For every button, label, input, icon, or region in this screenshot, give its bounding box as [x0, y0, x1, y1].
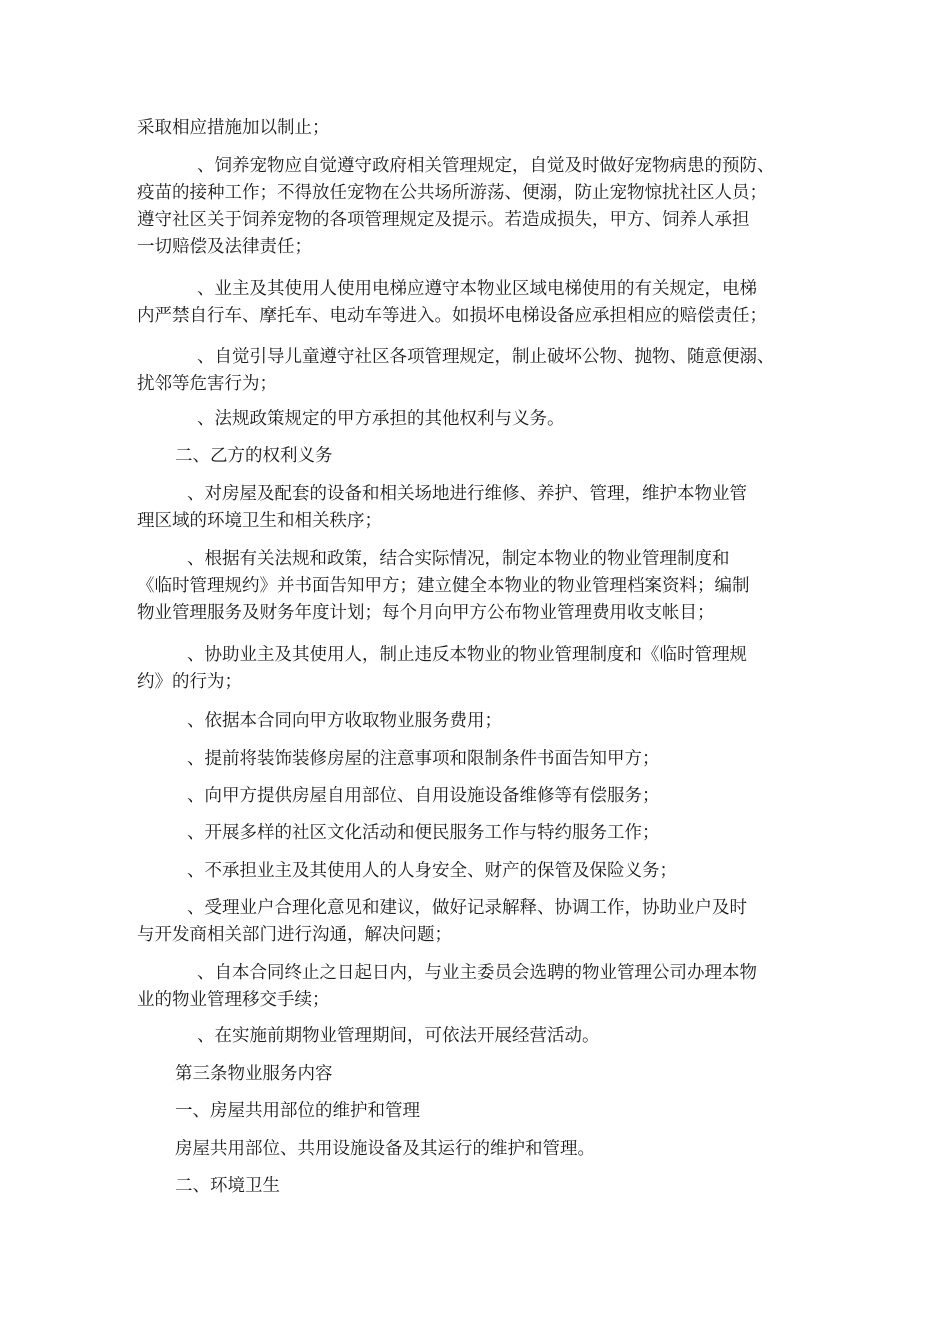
text-line: 疫苗的接种工作；不得放任宠物在公共场所游荡、便溺，防止宠物惊扰社区人员；: [137, 183, 767, 203]
paragraph-16: [197, 1023, 600, 1050]
paragraph-10: [187, 746, 660, 773]
paragraph-17: [175, 1136, 595, 1163]
text-line: 、受理业户合理化意见和建议，做好记录解释、协调工作，协助业户及时: [187, 898, 747, 918]
text-line: 二、乙方的权利义务: [175, 446, 333, 466]
text-line: 、自觉引导儿童遵守社区各项管理规定，制止破坏公物、抛物、随意便溺、: [197, 347, 775, 367]
text-line: 一、房屋共用部位的维护和管理: [175, 1101, 420, 1121]
paragraph-6: [137, 481, 747, 535]
section-heading-common-parts: [175, 1098, 420, 1125]
text-line: 物业管理服务及财务年度计划；每个月向甲方公布物业管理费用收支帐目；: [137, 603, 715, 623]
text-line: 、依据本合同向甲方收取物业服务费用；: [187, 711, 502, 731]
paragraph-9: [187, 708, 502, 735]
text-line: 一切赔偿及法律责任；: [137, 237, 312, 257]
text-line: 、向甲方提供房屋自用部位、自用设施设备维修等有偿服务；: [187, 786, 660, 806]
text-line: 房屋共用部位、共用设施设备及其运行的维护和管理。: [175, 1139, 595, 1159]
text-line: 、饲养宠物应自觉遵守政府相关管理规定，自觉及时做好宠物病患的预防、: [197, 156, 775, 176]
text-line: 、协助业主及其使用人，制止违反本物业的物业管理制度和《临时管理规: [187, 645, 747, 665]
text-line: 业的物业管理移交手续；: [137, 990, 330, 1010]
paragraph-12: [187, 820, 660, 847]
text-line: 第三条物业服务内容: [175, 1064, 333, 1084]
text-line: 扰邻等危害行为；: [137, 374, 277, 394]
paragraph-8: [137, 642, 747, 696]
text-line: 、对房屋及配套的设备和相关场地进行维修、养护、管理，维护本物业管: [187, 484, 747, 504]
text-line: 约》的行为；: [137, 672, 242, 692]
text-line: 采取相应措施加以制止；: [137, 118, 330, 138]
text-line: 内严禁自行车、摩托车、电动车等进入。如损坏电梯设备应承担相应的赔偿责任；: [137, 306, 767, 326]
text-line: 、业主及其使用人使用电梯应遵守本物业区域电梯使用的有关规定，电梯: [197, 279, 757, 299]
article-heading: [175, 1061, 333, 1088]
text-line: 、法规政策规定的甲方承担的其他权利与义务。: [197, 409, 565, 429]
paragraph-11: [187, 783, 660, 810]
text-line: 《临时管理规约》并书面告知甲方；建立健全本物业的物业管理档案资料；编制: [137, 576, 750, 596]
text-line: 遵守社区关于饲养宠物的各项管理规定及提示。若造成损失，甲方、饲养人承担: [137, 210, 750, 230]
paragraph-15: [137, 960, 757, 1014]
paragraph-4: [137, 344, 775, 398]
text-line: 理区域的环境卫生和相关秩序；: [137, 511, 382, 531]
paragraph-1: [137, 115, 330, 142]
section-heading-environment: [175, 1173, 280, 1200]
text-line: 、提前将装饰装修房屋的注意事项和限制条件书面告知甲方；: [187, 749, 660, 769]
paragraph-7: [137, 546, 750, 627]
text-line: 、不承担业主及其使用人的人身安全、财产的保管及保险义务；: [187, 861, 677, 881]
text-line: 、自本合同终止之日起日内，与业主委员会选聘的物业管理公司办理本物: [197, 963, 757, 983]
section-heading-party-b: [175, 443, 333, 470]
text-line: 、在实施前期物业管理期间，可依法开展经营活动。: [197, 1026, 600, 1046]
paragraph-13: [187, 858, 677, 885]
paragraph-2: [137, 153, 775, 261]
text-line: 与开发商相关部门进行沟通，解决问题；: [137, 925, 452, 945]
paragraph-5: [197, 406, 565, 433]
paragraph-3: [137, 276, 767, 330]
text-line: 、根据有关法规和政策，结合实际情况，制定本物业的物业管理制度和: [187, 549, 730, 569]
text-line: 二、环境卫生: [175, 1176, 280, 1196]
text-line: 、开展多样的社区文化活动和便民服务工作与特约服务工作；: [187, 823, 660, 843]
paragraph-14: [137, 895, 747, 949]
